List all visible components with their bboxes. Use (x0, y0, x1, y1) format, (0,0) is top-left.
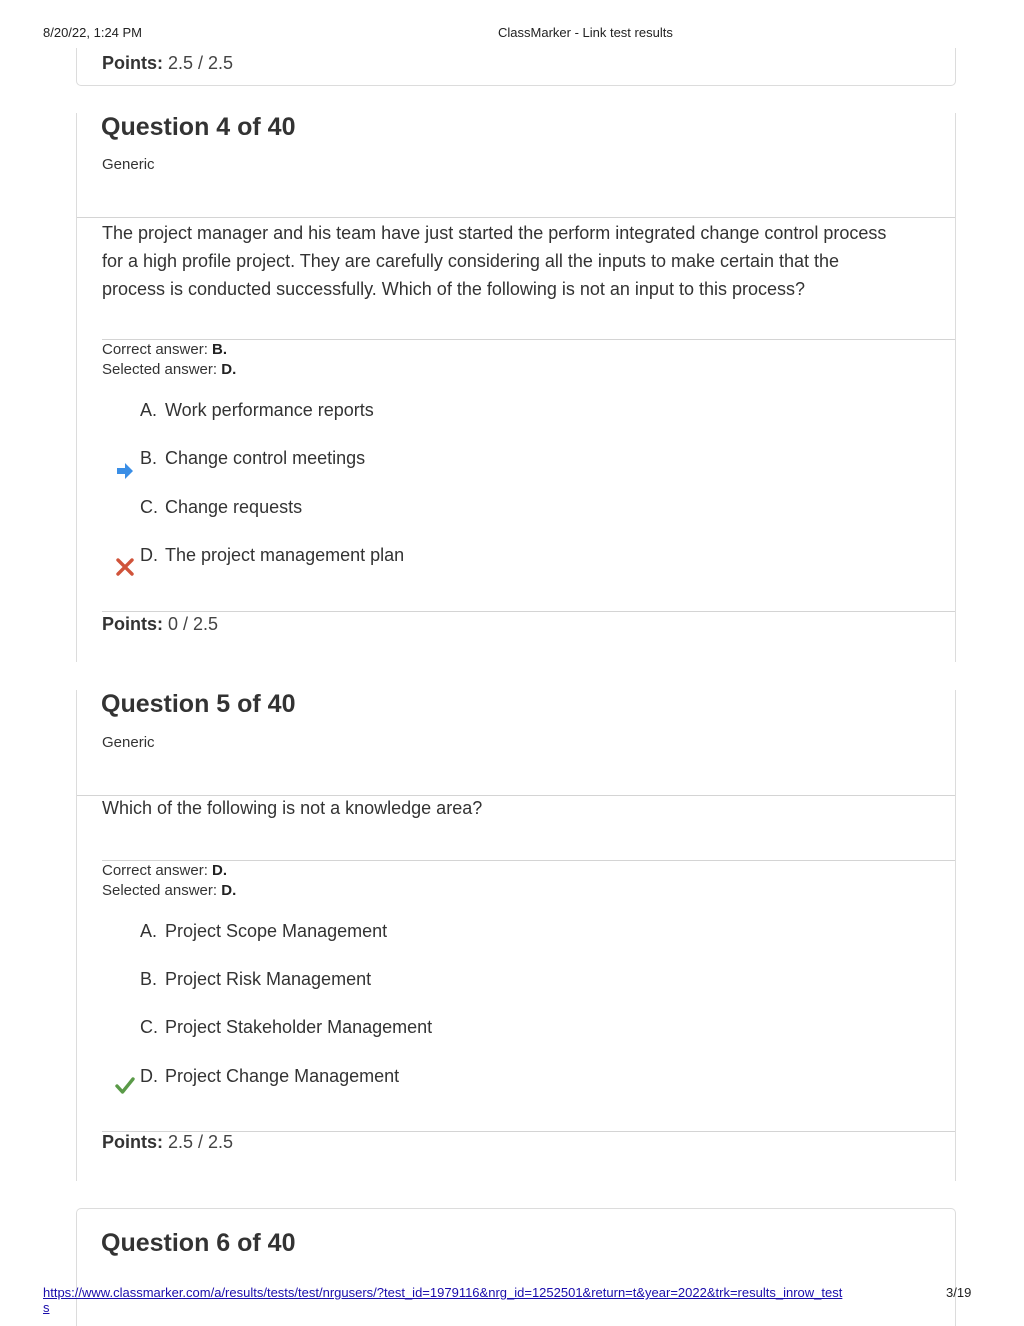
points-value: 2.5 / 2.5 (168, 53, 234, 73)
question-title: Question 5 of 40 (101, 690, 296, 718)
option-b (140, 448, 365, 469)
question-text-line: The project manager and his team have just started the perform integrated change control process (102, 223, 887, 243)
option-letter: C. (140, 497, 158, 517)
option-letter: D. (140, 1066, 158, 1086)
option-text: Change requests (165, 497, 303, 517)
page-url-line: https://www.classmarker.com/a/results/tests/test/nrgusers/?test_id=1979116&nrg_id=1252501&return=t&year=2022&trk=results_inrow_test (43, 1285, 843, 1300)
question-title: Question 4 of 40 (101, 113, 296, 141)
option-letter: A. (140, 921, 158, 941)
answer-summary (102, 340, 236, 380)
points-label: Points: (102, 614, 163, 634)
selected-answer (102, 360, 236, 380)
previous-question-card (76, 48, 956, 86)
selected-answer-value: D. (221, 882, 237, 899)
question-category: Generic (102, 156, 155, 173)
option-text: The project management plan (165, 545, 405, 565)
selected-answer-label: Selected answer: (102, 361, 218, 378)
option-text: Change control meetings (165, 448, 366, 468)
selected-answer-value: D. (221, 361, 237, 378)
question-category: Generic (102, 734, 155, 751)
option-b (140, 969, 371, 990)
option-text: Project Change Management (165, 1066, 400, 1086)
points-label: Points: (102, 53, 163, 73)
option-letter: B. (140, 448, 158, 468)
option-d (140, 1066, 399, 1087)
points-row (102, 53, 233, 74)
question-card-5 (76, 690, 956, 1181)
answer-summary (102, 861, 236, 901)
points-label: Points: (102, 1132, 163, 1152)
option-letter: C. (140, 1017, 158, 1037)
option-c (140, 1017, 432, 1038)
print-datetime: 8/20/22, 1:24 PM (43, 25, 143, 40)
question-card-4 (76, 113, 956, 662)
question-text: Which of the following is not a knowledge area? (102, 798, 483, 818)
points-row (102, 1132, 233, 1153)
option-text: Project Scope Management (165, 921, 388, 941)
correct-answer-value: D. (212, 862, 228, 879)
option-letter: B. (140, 969, 158, 989)
option-c (140, 497, 302, 518)
selected-answer-label: Selected answer: (102, 882, 218, 899)
selected-answer (102, 881, 236, 901)
option-text: Project Risk Management (165, 969, 372, 989)
question-text (102, 219, 942, 303)
option-a (140, 400, 374, 421)
option-text: Work performance reports (165, 400, 374, 420)
correct-answer (102, 340, 236, 360)
correct-answer-value: B. (212, 341, 228, 358)
question-text-line: for a high profile project. They are carefully considering all the inputs to make certain that the (102, 251, 840, 271)
print-page-title: ClassMarker - Link test results (498, 25, 673, 40)
correct-answer (102, 861, 236, 881)
checkmark-icon (115, 1076, 135, 1096)
option-letter: A. (140, 400, 158, 420)
points-value: 0 / 2.5 (168, 614, 219, 634)
divider (77, 217, 955, 218)
page-number: 3/19 (946, 1285, 972, 1300)
arrow-right-icon (115, 461, 135, 481)
cross-icon (115, 557, 135, 577)
divider (102, 611, 955, 612)
points-value: 2.5 / 2.5 (168, 1132, 234, 1152)
page-url-link[interactable] (43, 1285, 883, 1315)
page-url-line: s (43, 1300, 50, 1315)
option-a (140, 921, 387, 942)
points-row (102, 614, 218, 635)
question-text-line: process is conducted successfully. Which of the following is not an input to this process? (102, 279, 806, 299)
option-d (140, 545, 404, 566)
correct-answer-label: Correct answer: (102, 341, 208, 358)
option-letter: D. (140, 545, 158, 565)
correct-answer-label: Correct answer: (102, 862, 208, 879)
option-text: Project Stakeholder Management (165, 1017, 433, 1037)
question-title: Question 6 of 40 (101, 1229, 296, 1257)
